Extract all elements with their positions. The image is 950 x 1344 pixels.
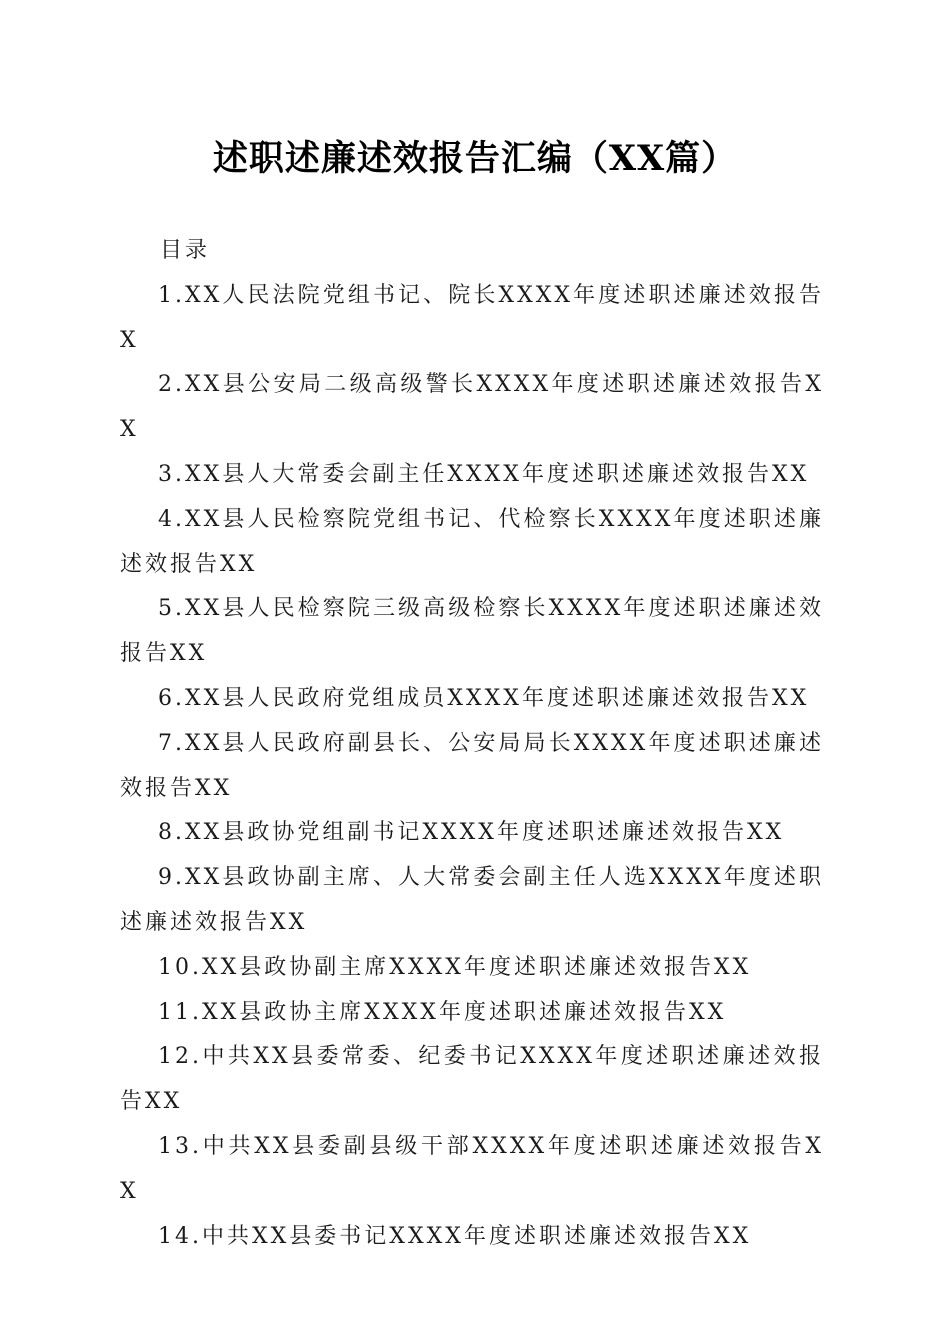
toc-item-5: 5.XX县人民检察院三级高级检察长XXXX年度述职述廉述效报告XX [120,596,824,667]
toc-item-13: 13.中共XX县委副县级干部XXXX年度述职述廉述效报告XX [120,1133,824,1204]
toc-item-12: 12.中共XX县委常委、纪委书记XXXX年度述职述廉述效报告XX [120,1044,824,1115]
toc-item-8: 8.XX县政协党组副书记XXXX年度述职述廉述效报告XX [158,820,785,846]
document-title: 述职述廉述效报告汇编（XX篇） [212,138,738,179]
toc-item-6: 6.XX县人民政府党组成员XXXX年度述职述廉述效报告XX [158,685,810,711]
toc-heading: 目录 [160,238,211,263]
toc-item-7: 7.XX县人民政府副县长、公安局局长XXXX年度述职述廉述效报告XX [120,730,824,801]
toc-item-3: 3.XX县人大常委会副主任XXXX年度述职述廉述效报告XX [158,461,810,487]
toc-item-9: 9.XX县政协副主席、人大常委会副主任人选XXXX年度述职述廉述效报告XX [120,865,824,935]
toc-item-14: 14.中共XX县委书记XXXX年度述职述廉述效报告XX [158,1223,752,1249]
toc-item-2: 2.XX县公安局二级高级警长XXXX年度述职述廉述效报告XX [120,372,824,443]
toc-item-10: 10.XX县政协副主席XXXX年度述职述廉述效报告XX [158,954,752,980]
toc-item-1: 1.XX人民法院党组书记、院长XXXX年度述职述廉述效报告X [120,282,824,353]
table-of-contents [120,229,824,1259]
toc-item-11: 11.XX县政协主席XXXX年度述职述廉述效报告XX [158,999,727,1025]
toc-item-4: 4.XX县人民检察院党组书记、代检察长XXXX年度述职述廉述效报告XX [120,506,824,577]
